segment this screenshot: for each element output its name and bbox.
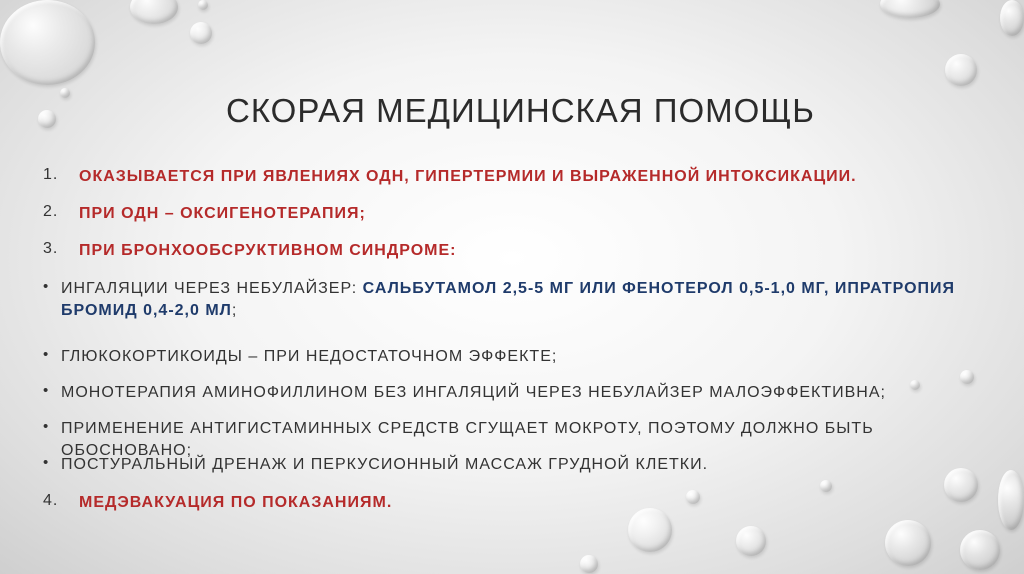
list-number: 3. xyxy=(43,240,59,257)
bullet-marker: • xyxy=(43,454,50,471)
water-drop xyxy=(880,0,940,18)
water-drop xyxy=(686,490,700,504)
list-item-text: ПРИМЕНЕНИЕ АНТИГИСТАМИННЫХ СРЕДСТВ СГУЩАЕТ МОКРОТУ, ПОЭТОМУ ДОЛЖНО БЫТЬ ОБОСНОВАНО; xyxy=(61,420,874,459)
bullet-marker: • xyxy=(43,278,50,295)
slide-title: СКОРАЯ МЕДИЦИНСКАЯ ПОМОЩЬ xyxy=(226,92,815,129)
list-item xyxy=(43,382,886,404)
list-item-text: ГЛЮКОКОРТИКОИДЫ – ПРИ НЕДОСТАТОЧНОМ ЭФФЕКТЕ; xyxy=(61,348,558,365)
bullet-marker: • xyxy=(43,418,50,435)
water-drop xyxy=(960,530,1000,570)
water-drop xyxy=(998,470,1024,530)
list-item-text: ПРИ БРОНХООБСРУКТИВНОМ СИНДРОМЕ: xyxy=(79,242,457,259)
water-drop xyxy=(190,22,212,44)
list-item xyxy=(43,346,557,368)
list-item xyxy=(43,278,963,322)
list-item-text: МОНОТЕРАПИЯ АМИНОФИЛЛИНОМ БЕЗ ИНГАЛЯЦИЙ ЧЕРЕЗ НЕБУЛАЙЗЕР МАЛОЭФФЕКТИВНА; xyxy=(61,384,886,401)
list-item-suffix: ; xyxy=(231,302,238,319)
water-drop xyxy=(628,508,672,552)
list-number: 4. xyxy=(43,492,59,509)
water-drop xyxy=(910,380,920,390)
water-drop xyxy=(0,0,95,85)
bullet-marker: • xyxy=(43,346,50,363)
list-number: 2. xyxy=(43,203,59,220)
water-drop xyxy=(944,468,978,502)
list-item-text: ПОСТУРАЛЬНЫЙ ДРЕНАЖ И ПЕРКУСИОННЫЙ МАССАЖ ГРУДНОЙ КЛЕТКИ. xyxy=(61,456,709,473)
water-drop xyxy=(945,54,977,86)
list-item xyxy=(43,240,457,262)
water-drop xyxy=(736,526,766,556)
bullet-marker: • xyxy=(43,382,50,399)
water-drop xyxy=(130,0,178,24)
list-item-text: ПРИ ОДН – ОКСИГЕНОТЕРАПИЯ; xyxy=(79,205,366,222)
list-item-text: ОКАЗЫВАЕТСЯ ПРИ ЯВЛЕНИЯХ ОДН, ГИПЕРТЕРМИИ И ВЫРАЖЕННОЙ ИНТОКСИКАЦИИ. xyxy=(79,168,857,185)
water-drop xyxy=(60,88,70,98)
water-drop xyxy=(198,0,208,10)
water-drop xyxy=(38,110,56,128)
water-drop xyxy=(820,480,832,492)
list-item-text xyxy=(61,278,963,322)
water-drop xyxy=(960,370,974,384)
water-drop xyxy=(1000,0,1024,36)
drug-dosage-highlight: САЛЬБУТАМОЛ 2,5-5 МГ ИЛИ ФЕНОТЕРОЛ 0,5-1,0 МГ, ИПРАТРОПИЯ БРОМИД 0,4-2,0 МЛ xyxy=(61,280,956,319)
list-item-text: МЕДЭВАКУАЦИЯ ПО ПОКАЗАНИЯМ. xyxy=(79,494,393,511)
list-item xyxy=(43,454,708,476)
list-item-prefix: ИНГАЛЯЦИИ ЧЕРЕЗ НЕБУЛАЙЗЕР: xyxy=(61,280,363,297)
list-item xyxy=(43,166,857,188)
water-drop xyxy=(580,555,598,573)
water-drop xyxy=(885,520,931,566)
list-number: 1. xyxy=(43,166,59,183)
list-item xyxy=(43,492,392,514)
list-item xyxy=(43,203,366,225)
